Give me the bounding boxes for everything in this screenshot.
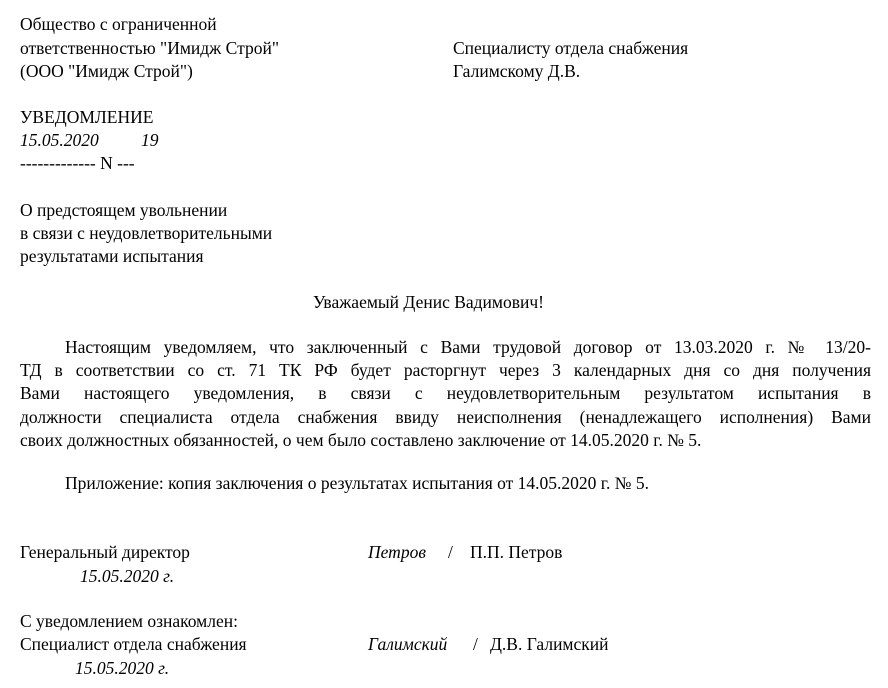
employee-name: Д.В. Галимский (490, 634, 609, 654)
acknowledgement-heading: С уведомлением ознакомлен: (20, 611, 238, 631)
body-line-5: своих должностных обязанностей, о чем было составлено заключение от 14.05.2020 г. № 5. (20, 429, 702, 450)
director-date: 15.05.2020 г. (80, 566, 175, 586)
body-line-1: Настоящим уведомляем, что заключенный с Вами трудовой договор от 13.03.2020 г. № 13/20- (65, 337, 871, 357)
employee-title: Специалист отдела снабжения (20, 634, 247, 654)
doc-number-line: ------------- N --- (20, 153, 135, 173)
doc-number: 19 (141, 130, 159, 150)
subject-line-1: О предстоящем увольнении (20, 200, 228, 220)
subject-line-3: результатами испытания (20, 246, 204, 266)
director-name: П.П. Петров (470, 542, 563, 562)
director-signature: Петров (368, 542, 426, 562)
sender-line-3: (ООО "Имидж Строй") (20, 61, 193, 81)
subject-line-2: в связи с неудовлетворительными (20, 223, 273, 243)
employee-signature: Галимский (368, 634, 448, 654)
body-line-4: должности специалиста отдела снабжения ввиду неисполнения (ненадлежащего исполнения) Вами (20, 406, 871, 427)
employee-date: 15.05.2020 г. (75, 658, 170, 678)
sender-line-2: ответственностью "Имидж Строй" (20, 38, 279, 58)
addressee-line-2: Галимскому Д.В. (453, 61, 581, 81)
sender-line-1: Общество с ограниченной (20, 14, 217, 34)
addressee-line-1: Специалисту отдела снабжения (453, 38, 689, 58)
body-paragraph (20, 336, 871, 452)
director-title: Генеральный директор (20, 542, 190, 562)
salutation: Уважаемый Денис Вадимович! (313, 292, 544, 312)
doc-date: 15.05.2020 (20, 130, 99, 150)
body-line-3: Вами настоящего уведомления, в связи с неудовлетворительным результатом испытания в (20, 383, 871, 404)
body-line-2: ТД в соответствии со ст. 71 ТК РФ будет расторгнут через 3 календарных дня со дня получения (20, 360, 871, 381)
doc-type: УВЕДОМЛЕНИЕ (20, 107, 154, 127)
employee-separator: / (473, 634, 478, 654)
appendix: Приложение: копия заключения о результатах испытания от 14.05.2020 г. № 5. (65, 473, 649, 493)
director-separator: / (448, 542, 453, 562)
